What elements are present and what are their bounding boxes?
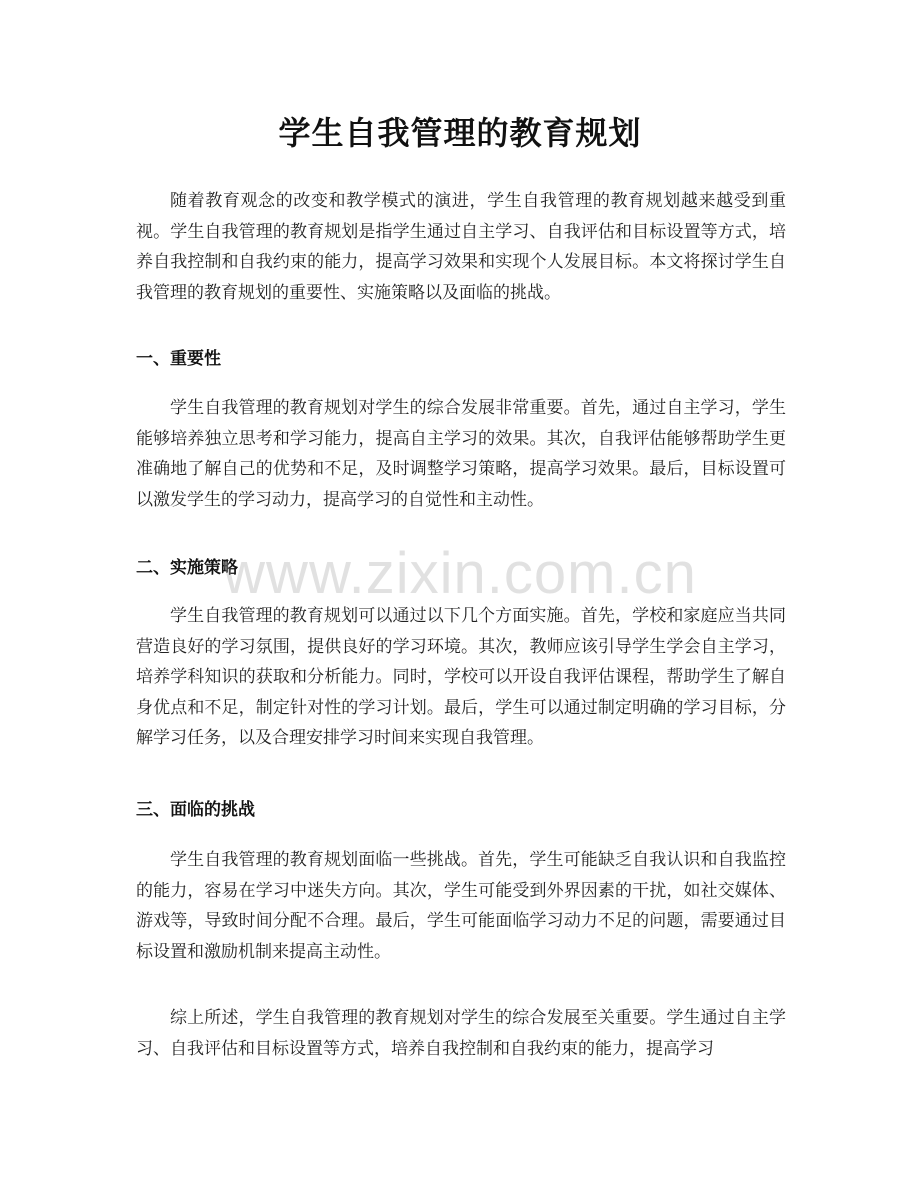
section-body-strategy: 学生自我管理的教育规划可以通过以下几个方面实施。首先，学校和家庭应当共同营造良好的学习氛围，提供良好的学习环境。其次，教师应该引导学生学会自主学习，培养学科知识的获取和分析能力。同时，学校可以开设自我评估课程，帮助学生了解自身优点和不足，制定针对性的学习计划。最后，学生可以通过制定明确的学习目标，分解学习任务，以及合理安排学习时间来实现自我管理。	[136, 606, 786, 748]
section-heading-importance: 一、重要性	[136, 349, 221, 369]
conclusion-paragraph: 综上所述，学生自我管理的教育规划对学生的综合发展至关重要。学生通过自主学习、自我评估和目标设置等方式，培养自我控制和自我约束的能力，提高学习	[136, 1008, 786, 1059]
intro-paragraph: 随着教育观念的改变和教学模式的演进，学生自我管理的教育规划越来越受到重视。学生自我管理的教育规划是指学生通过自主学习、自我评估和目标设置等方式，培养自我控制和自我约束的能力，提高学习效果和实现个人发展目标。本文将探讨学生自我管理的教育规划的重要性、实施策略以及面临的挑战。	[136, 191, 786, 303]
section-body-challenges: 学生自我管理的教育规划面临一些挑战。首先，学生可能缺乏自我认识和自我监控的能力，容易在学习中迷失方向。其次，学生可能受到外界因素的干扰，如社交媒体、游戏等，导致时间分配不合理。最后，学生可能面临学习动力不足的问题，需要通过目标设置和激励机制来提高主动性。	[136, 850, 786, 962]
section-heading-strategy: 二、实施策略	[136, 558, 238, 578]
section-body-importance: 学生自我管理的教育规划对学生的综合发展非常重要。首先，通过自主学习，学生能够培养独立思考和学习能力，提高自主学习的效果。其次，自我评估能够帮助学生更准确地了解自己的优势和不足，及时调整学习策略，提高学习效果。最后，目标设置可以激发学生的学习动力，提高学习的自觉性和主动性。	[136, 398, 786, 510]
watermark: www.zixin.com.cn	[223, 541, 697, 606]
section-heading-challenges: 三、面临的挑战	[136, 800, 255, 820]
document-title: 学生自我管理的教育规划	[278, 114, 642, 152]
